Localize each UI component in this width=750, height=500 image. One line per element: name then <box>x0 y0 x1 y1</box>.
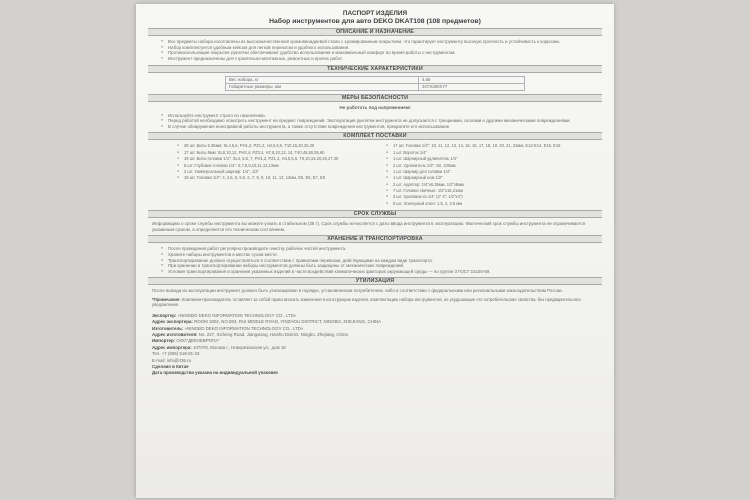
contact-value: No. 227, Xicheng Road, Jiangxiang, Haishu District, Ningbo, Zhejiang, China <box>198 332 348 338</box>
list-item: ● 7 шт. Головки свечные: 1/2"х16,21мм <box>387 188 596 193</box>
list-item: ● Инструмент предназначены для строительно-монтажных, ремонтных и прочих работ. <box>162 56 602 62</box>
contact-label: Экспортер: <box>152 312 177 318</box>
section-title-specs: ТЕХНИЧЕСКИЕ ХАРАКТЕРИСТИКИ <box>148 65 602 73</box>
section-title-disposal: УТИЛИЗАЦИЯ <box>148 277 602 285</box>
list-item: ● Все предметы набора изготовлены из высококачественной хромованадиевой стали с хромированным покрытием, что гарантирует инструменту высокую прочность и устойчивость к коррозии. <box>162 39 602 45</box>
list-item: ● Храните наборы инструментов в местах сухом месте. <box>162 252 602 258</box>
note-text: Компания-производитель оставляет за собой право вносить изменения в конструкцию изделия, комплектацию набора инструментов, не ухудшающие его потребительские свойства, без предварительного уведомления. <box>152 297 581 308</box>
list-item: ● 3 шт. Храповик из 1/4" (2" 4"; 1/2"х4") <box>387 194 596 199</box>
section-title-service: СРОК СЛУЖБЫ <box>148 210 602 218</box>
spec-label: Габаритные размеры, мм <box>226 83 419 90</box>
kit-column-right <box>387 143 596 207</box>
list-item: ● 2 шт. Адаптер: 1/4"х6.35мм, 1/2"х8мм <box>387 182 596 187</box>
contact-label: Адрес экспортера: <box>152 319 193 325</box>
list-item: ● 1 шт. Шарнир для головки 1/4" <box>387 169 596 174</box>
section-title-safety: МЕРЫ БЕЗОПАСНОСТИ <box>148 94 602 102</box>
list-item: ● Перед работой необходимо осмотреть инструмент на предмет повреждений. Эксплуатация рукоятки инструмента не допускается с трещинами, сколами и другими механическими повреждениями. <box>162 118 602 124</box>
contact-label: Импортер: <box>152 338 176 344</box>
list-item: ● 19 шт. Биты головки 1/4": SL4, 5.5, 7, PH1,2, PZ1,2, H4,5,5,6, T8,10,15,20,25,27,30 <box>178 156 387 161</box>
list-item: ● 17 шт. Биты 8мм: SL8,10,12, PH3,4, PZ3,4, H7,8,10,12, 14, T40,45,50,55,60 <box>178 150 387 155</box>
list-item: ● 1 шт. Шарнирный нож 1/2" <box>387 175 596 180</box>
section-title-kit: КОМПЛЕКТ ПОСТАВКИ <box>148 132 602 140</box>
contact-label: Адрес импортера: <box>152 344 192 350</box>
section-title-description: ОПИСАНИЕ И НАЗНАЧЕНИЕ <box>148 28 602 36</box>
safety-warning: Не работать под напряжением! <box>339 104 411 110</box>
list-item: ● 28 шт. Биты 6.35мм: SL4,5,6, PH1,2, PZ1,2, H4,5,5,6, T10,15,20,25,30 <box>178 143 387 148</box>
list-item: ● 17 шт. Головки 1/2": 10, 11, 12, 13, 14, 15, 16, 17, 18, 19, 20, 21, 22мм, E12-E14, E16, E18 <box>387 143 596 148</box>
list-item: ● 2 шт. Универсальный шарнир: 1/4", 1/2" <box>178 169 387 174</box>
service-text: Информацию о сроке службы инструмента вы можете узнать в стабильном (38 т). Срок службы исчисляется с даты ввода инструмента в эксплуатацию. Фактический срок службы инструмента не ограничивается указанным сроком, а определяется его техническим состоянием. <box>152 221 586 232</box>
spec-value: 347X280X77 <box>418 83 524 90</box>
contact-value: ООО"ДЕКОЕВРОПА" <box>176 338 220 344</box>
description-list <box>148 39 602 61</box>
table-row <box>226 76 525 83</box>
spec-value: 4,65 <box>418 76 524 83</box>
list-item: ● 1 шт. Вороток 1/4" <box>387 150 596 155</box>
disposal-text: После вывода из эксплуатации инструмент должен быть утилизирован в порядке, установленном потребителем, либо в соответствии с федеральными или региональными законодательством России. <box>152 288 563 294</box>
section-title-storage: ХРАНЕНИЕ И ТРАНСПОРТИРОВКА <box>148 235 602 243</box>
list-item: ● 5 шт. Элегерный ключ: 1.5, 2, 2.5 мм <box>387 201 596 206</box>
list-item: ● Используйте инструмент строго по назначению. <box>162 113 602 119</box>
contact-label: Адрес изготовителя: <box>152 332 198 338</box>
contact-value: «NINGBO DEKO INFORMATION TECHNOLOGY CO., LTD» <box>184 325 304 331</box>
contact-label: Изготовитель: <box>152 325 184 331</box>
list-item: ● 19 шт. Головки 1/4": 4, 4.5, 5, 5.5, 6, 7, 8, 9, 10, 11, 12, 13мм, E5, E6, E7, E8 <box>178 175 387 180</box>
document-subtitle: Набор инструментов для авто DEKO DKAT108 (108 предметов) <box>269 17 481 25</box>
list-item: ● При хранении и транспортировании наборы инструментов должны быть защищены от механических повреждений. <box>162 263 602 269</box>
contact-value: E-mail: info@rt36.ru <box>152 357 192 363</box>
passport-document <box>136 4 614 498</box>
safety-list <box>148 113 602 130</box>
contact-row <box>152 370 598 376</box>
contacts-block <box>148 313 602 377</box>
contact-value: Тел. +7 (905) 518-81-33 <box>152 351 200 357</box>
list-item: ● 8 шт. Глубокие головки 1/4": 6,7,8,9,10,11,12,13мм <box>178 163 387 168</box>
storage-list <box>148 246 602 274</box>
list-item: ● Транспортирование должно осуществляться в соответствии с правилами перевозки, действующими на каждом виде транспорта. <box>162 258 602 264</box>
contact-value: «NINGBO DEKO INFORMATION TECHNOLOGY CO., LTD» <box>177 312 297 318</box>
list-item: ● Условия транспортирования и хранения указанных изделий в части воздействия климатических факторов окружающей среды — по группе 3 ГОСТ 15150-69. <box>162 269 602 275</box>
list-item: ● Противоскользящие покрытие рукоятки обеспечивают удобство использования и максимальный комфорт во время работы с инструментом. <box>162 50 602 56</box>
kit-contents <box>148 143 602 207</box>
document-title: ПАСПОРТ ИЗДЕЛИЯ <box>342 10 408 17</box>
list-item: ● В случае обнаружения неисправной работы инструмента, а также отсутствия повреждения инструментов, прекратите его использование. <box>162 124 602 130</box>
contact-value: ROOM 1802, NO.593, RUI MIDDLE ROAD, YINZHOU DISTRICT, NINGBO, ZHEJIANG, CHINA <box>194 319 382 325</box>
contact-label: Сделано в Китае <box>152 364 189 370</box>
list-item: ● Набор комплектуется удобным кейсом для легкой переноски и удобного использования. <box>162 45 602 51</box>
contact-label: Дата производства указана на индивидуальной упаковке <box>152 370 278 376</box>
kit-column-left <box>178 143 387 207</box>
note <box>148 297 602 308</box>
table-row <box>226 83 525 90</box>
list-item: ● После проведения работ регулярно производите очистку рабочих частей инструмента. <box>162 246 602 252</box>
contact-value: 107078, Москва г., Новорязанская ул., дом 18 <box>193 344 286 350</box>
list-item: ● 1 шт. Шарнирный удлинитель 1/4" <box>387 156 596 161</box>
list-item: ● 2 шт. Удлинитель 1/4": 50, 100мм <box>387 163 596 168</box>
note-label: *Примечание: <box>152 297 181 302</box>
specs-table <box>225 76 525 91</box>
spec-label: Вес набора, кг <box>226 76 419 83</box>
